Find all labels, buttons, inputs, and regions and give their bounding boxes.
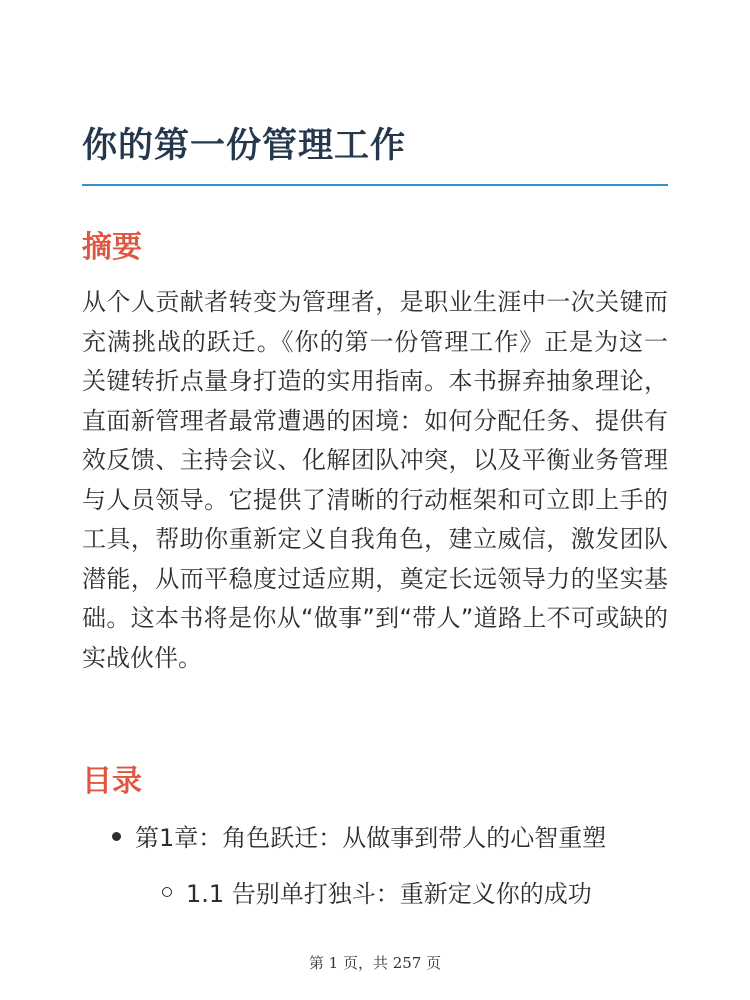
summary-paragraph: 从个人贡献者转变为管理者，是职业生涯中一次关键而充满挑战的跃迁。《你的第一份管理工作》正是为这一关键转折点量身打造的实用指南。本书摒弃抽象理论，直面新管理者最常遭遇的困境：如何分配任务、提供有效反馈、主持会议、化解团队冲突，以及平衡业务管理与人员领导。它提供了清晰的行动框架和可立即上手的工具，帮助你重新定义自我角色，建立威信，激发团队潜能，从而平稳度过适应期，奠定长远领导力的坚实基础。这本书将是你从“做事”到“带人”道路上不可或缺的实战伙伴。: [82, 288, 668, 672]
summary-heading: 摘要: [82, 230, 142, 265]
toc-item-label: 第1章：角色跃迁：从做事到带人的心智重塑: [135, 824, 607, 852]
toc-item-label: 1.1 告别单打独斗：重新定义你的成功: [186, 880, 592, 908]
title-divider: [82, 184, 668, 186]
toc-item-section-1-1[interactable]: [162, 874, 592, 909]
toc-item-chapter-1[interactable]: [112, 818, 606, 853]
page-title: 你的第一份管理工作: [82, 126, 407, 166]
page-number: 第 1 页，共 257 页: [308, 954, 442, 972]
bullet-disc-icon: [112, 832, 121, 841]
bullet-circle-icon: [162, 887, 172, 897]
toc-heading: 目录: [82, 764, 142, 799]
